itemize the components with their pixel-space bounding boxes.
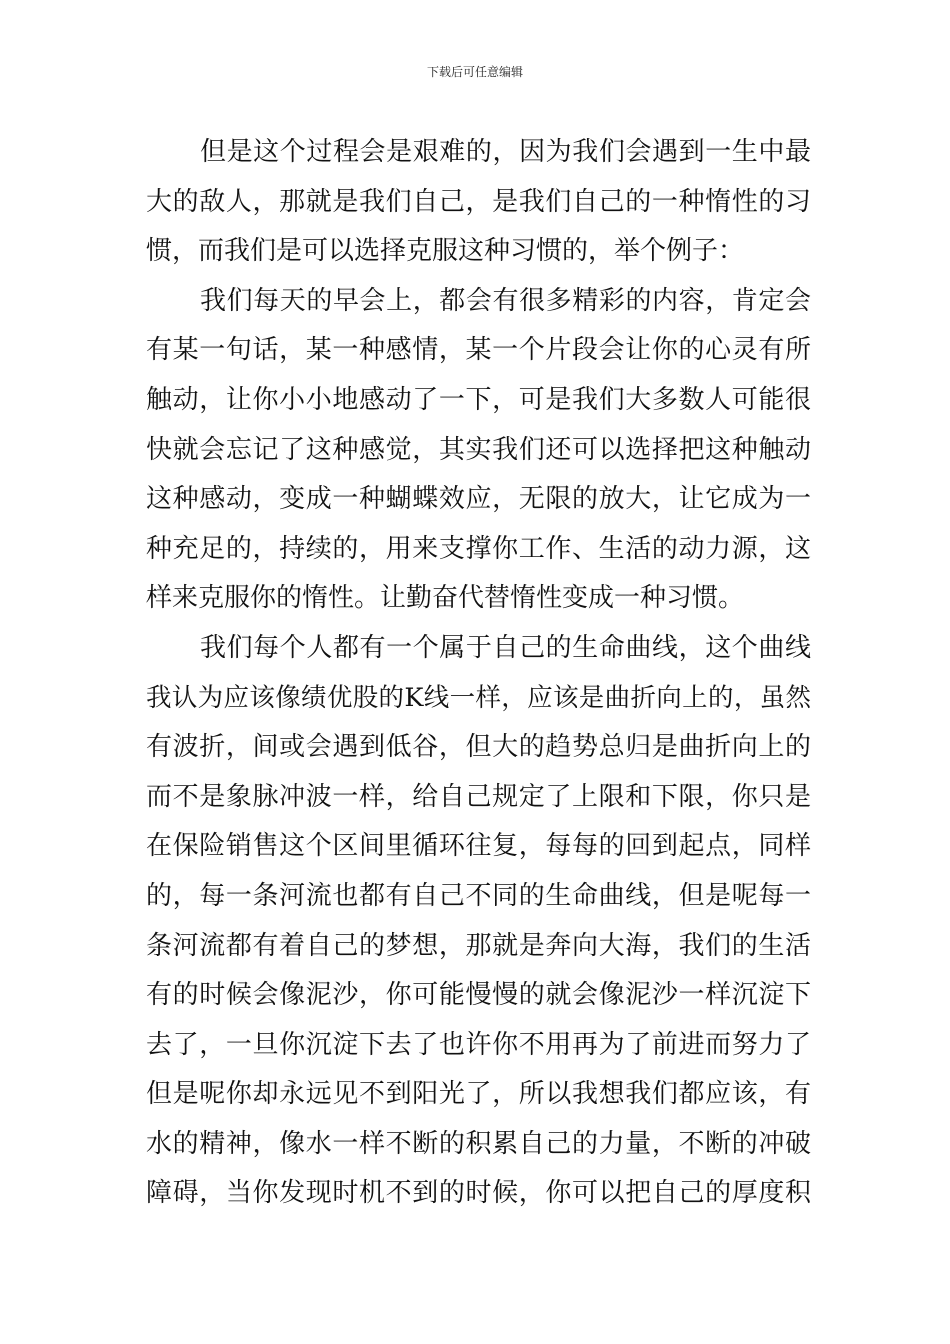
text-line: 条河流都有着自己的梦想，那就是奔向大海，我们的生活 [146, 930, 811, 961]
text-line: 样来克服你的惰性。让勤奋代替惰性变成一种习惯。 [146, 583, 745, 614]
text-line: 触动，让你小小地感动了一下，可是我们大多数人可能很 [146, 384, 811, 415]
text-line: 而不是象脉冲波一样，给自己规定了上限和下限，你只是 [146, 781, 811, 812]
text-line: 快就会忘记了这种感觉，其实我们还可以选择把这种触动 [146, 434, 811, 465]
document-body [146, 128, 811, 1219]
text-line: 障碍，当你发现时机不到的时候，你可以把自己的厚度积 [146, 1178, 811, 1209]
text-line: 去了，一旦你沉淀下去了也许你不用再为了前进而努力了 [146, 1029, 811, 1060]
text-line: 有波折，间或会遇到低谷，但大的趋势总归是曲折向上的 [146, 732, 811, 763]
text-line: 我们每天的早会上，都会有很多精彩的内容，肯定会 [200, 285, 811, 316]
text-line: 大的敌人，那就是我们自己，是我们自己的一种惰性的习 [146, 186, 811, 217]
text-line: 有的时候会像泥沙，你可能慢慢的就会像泥沙一样沉淀下 [146, 980, 811, 1011]
text-line: 这种感动，变成一种蝴蝶效应，无限的放大，让它成为一 [146, 484, 811, 515]
text-line: 在保险销售这个区间里循环往复，每每的回到起点，同样 [146, 831, 811, 862]
text-line: 水的精神，像水一样不断的积累自己的力量，不断的冲破 [146, 1128, 811, 1159]
text-line: 但是这个过程会是艰难的，因为我们会遇到一生中最 [200, 137, 811, 167]
text-line: 种充足的，持续的，用来支撑你工作、生活的动力源，这 [146, 533, 811, 564]
page-header: 下载后可任意编辑 [426, 65, 523, 79]
text-line: 我们每个人都有一个属于自己的生命曲线，这个曲线 [200, 632, 811, 663]
text-line: 有某一句话，某一种感情，某一个片段会让你的心灵有所 [146, 335, 811, 366]
text-line: 的，每一条河流也都有自己不同的生命曲线，但是呢每一 [146, 880, 811, 911]
text-line: 我认为应该像绩优股的K线一样，应该是曲折向上的，虽然 [146, 682, 811, 713]
text-line: 但是呢你却永远见不到阳光了，所以我想我们都应该，有 [146, 1079, 811, 1110]
text-line: 惯，而我们是可以选择克服这种习惯的，举个例子： [146, 236, 745, 267]
